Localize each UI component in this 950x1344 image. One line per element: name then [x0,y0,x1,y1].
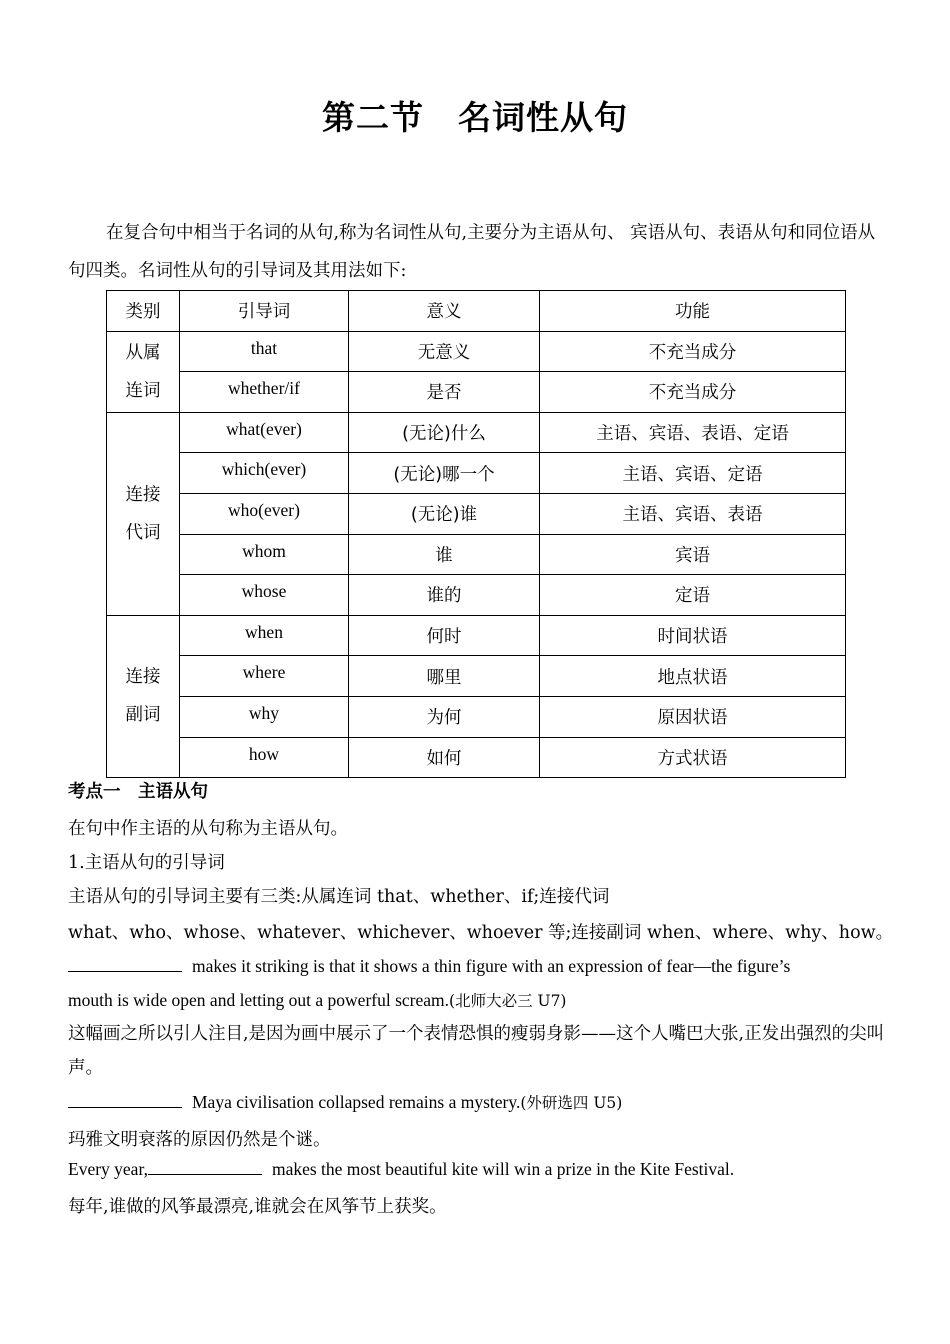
example2-source: (外研选四 U5) [520,1094,623,1112]
table-header-cell: 意义 [349,291,540,332]
answer-blank[interactable] [68,955,182,972]
table-row [107,372,846,413]
meaning-cell: 谁 [349,534,540,575]
table-row [107,493,846,534]
category-cell [107,331,180,412]
table-row [107,696,846,737]
meaning-cell: (无论)哪一个 [349,453,540,494]
meaning-cell: (无论)什么 [349,412,540,453]
example1-line2: mouth is wide open and letting out a powerful scream.(北师大必三 U7) [68,990,567,1010]
function-cell: 地点状语 [540,656,846,697]
meaning-cell: 哪里 [349,656,540,697]
category-label: 从属 [125,342,161,363]
meaning-cell: 谁的 [349,575,540,616]
example2-sentence: Maya civilisation collapsed remains a mystery.(外研选四 U5) [68,1091,888,1113]
table-row [107,656,846,697]
connective-word-cell: what(ever) [180,412,349,453]
table-row [107,534,846,575]
function-cell: 主语、宾语、表语 [540,493,846,534]
connective-word-cell: that [180,331,349,372]
answer-blank[interactable] [68,1091,182,1108]
table-row [107,615,846,656]
function-cell: 定语 [540,575,846,616]
category-label: 连接 [125,667,161,688]
table-row [107,412,846,453]
function-cell: 主语、宾语、表语、定语 [540,412,846,453]
connective-word-cell: which(ever) [180,453,349,494]
connective-word-cell: who(ever) [180,493,349,534]
connective-table [106,290,846,778]
subsection-text-line2: what、who、whose、whatever、whichever、whoever 等;连接副词 when、where、why、how。 [68,923,894,943]
intro-paragraph: 在复合句中相当于名词的从句,称为名词性从句,主要分为主语从句、 宾语从句、表语从句和同位语从句四类。名词性从句的引导词及其用法如下: [68,223,876,281]
table-header-cell: 类别 [107,291,180,332]
function-cell: 原因状语 [540,696,846,737]
category-label: 连接 [125,484,161,505]
meaning-cell: 无意义 [349,331,540,372]
function-cell: 宾语 [540,534,846,575]
meaning-cell: 如何 [349,737,540,778]
connective-word-cell: where [180,656,349,697]
function-cell: 不充当成分 [540,331,846,372]
table-row [107,453,846,494]
meaning-cell: 何时 [349,615,540,656]
function-cell: 不充当成分 [540,372,846,413]
table-row [107,737,846,778]
connective-word-cell: how [180,737,349,778]
meaning-cell: 是否 [349,372,540,413]
meaning-cell: (无论)谁 [349,493,540,534]
table-row [107,575,846,616]
function-cell: 主语、宾语、定语 [540,453,846,494]
function-cell: 时间状语 [540,615,846,656]
table-row [107,331,846,372]
example3-translation: 每年,谁做的风筝最漂亮,谁就会在风筝节上获奖。 [68,1197,447,1217]
category-label: 连词 [125,380,161,401]
function-cell: 方式状语 [540,737,846,778]
connective-word-cell: whether/if [180,372,349,413]
connective-word-cell: why [180,696,349,737]
category-label: 代词 [125,522,161,543]
table-header-cell: 功能 [540,291,846,332]
table-header-cell: 引导词 [180,291,349,332]
example1-source: (北师大必三 U7) [449,992,567,1010]
section-definition: 在句中作主语的从句称为主语从句。 [68,819,348,839]
page-title: 第二节 名词性从句 [322,98,628,137]
section-heading: 考点一 主语从句 [68,782,208,802]
subsection-text-line1: 主语从句的引导词主要有三类:从属连词 that、whether、if;连接代词 [68,887,610,907]
example1-translation: 这幅画之所以引人注目,是因为画中展示了一个表情恐惧的瘦弱身影——这个人嘴巴大张,正发出强烈的尖叫声。 [68,1024,885,1078]
subsection-heading: 1.主语从句的引导词 [68,853,225,873]
table-header-row [107,291,846,332]
connective-word-cell: when [180,615,349,656]
example3-sentence: Every year, makes the most beautiful kite will win a prize in the Kite Festival. [68,1159,735,1179]
example2-translation: 玛雅文明衰落的原因仍然是个谜。 [68,1130,331,1150]
meaning-cell: 为何 [349,696,540,737]
category-cell [107,615,180,777]
example1-line1: makes it striking is that it shows a thin figure with an expression of fear—the figure’s [68,955,888,977]
connective-word-cell: whose [180,575,349,616]
connective-word-cell: whom [180,534,349,575]
category-label: 副词 [125,705,161,726]
category-cell [107,412,180,615]
answer-blank[interactable] [148,1158,262,1175]
